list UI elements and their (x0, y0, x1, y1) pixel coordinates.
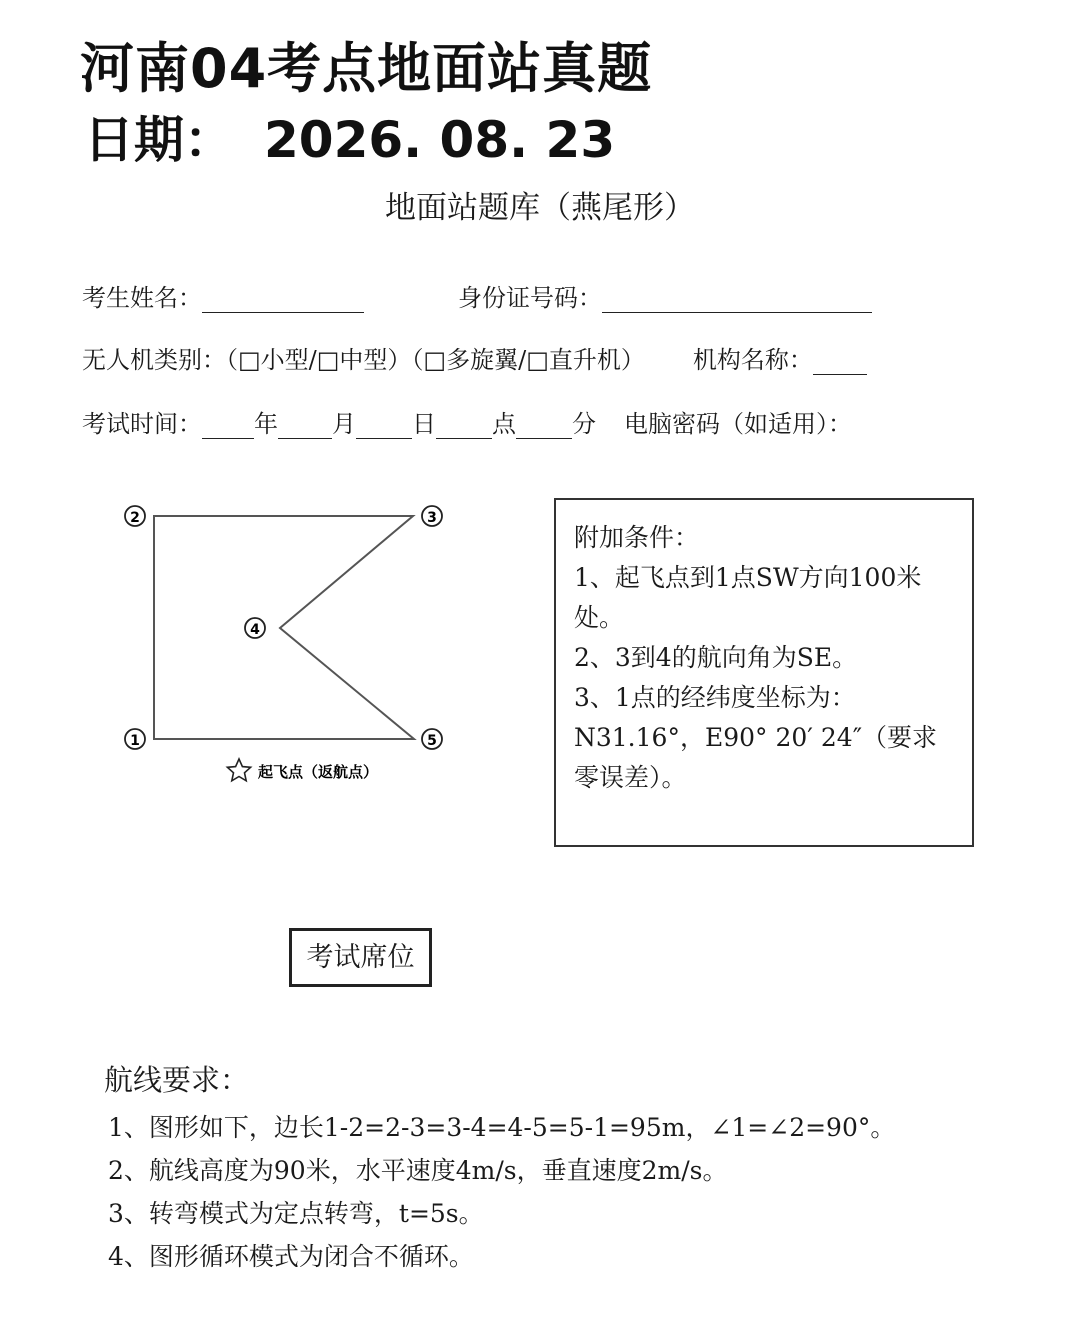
svg-text:3: 3 (427, 510, 437, 526)
route-item: 3、转弯模式为定点转弯，t=5s。 (108, 1199, 484, 1228)
star-icon (227, 759, 250, 781)
route-requirements-title: 航线要求： (104, 1063, 250, 1097)
day-field[interactable] (356, 416, 412, 439)
condition-item: 3、1点的经纬度坐标为：N31.16°，E90° 20′ 24″（要求零误差）。 (574, 683, 938, 792)
additional-conditions-box (554, 498, 974, 847)
candidate-row (82, 278, 872, 313)
hour-label: 点 (492, 410, 516, 438)
date-label: 日期： (84, 111, 234, 169)
condition-item: 1、起飞点到1点SW方向100米处。 (574, 563, 922, 632)
org-field[interactable] (813, 352, 867, 375)
time-label: 考试时间： (82, 410, 202, 438)
route-item: 2、航线高度为90米，水平速度4m/s，垂直速度2m/s。 (108, 1156, 728, 1185)
form-subtitle: 地面站题库（燕尾形） (385, 190, 695, 226)
exam-seat-box: 考试席位 (289, 928, 432, 987)
hour-field[interactable] (436, 416, 492, 439)
svg-text:4: 4 (250, 622, 260, 638)
svg-text:2: 2 (130, 510, 140, 526)
minute-field[interactable] (516, 416, 572, 439)
waypoint-4 (245, 618, 265, 638)
minute-label: 分 (572, 410, 596, 438)
condition-item: 2、3到4的航向角为SE。 (574, 643, 858, 672)
uav-row (82, 340, 867, 375)
year-label: 年 (254, 410, 278, 438)
svg-text:1: 1 (130, 733, 140, 749)
name-label: 考生姓名： (82, 284, 202, 312)
pc-password-label: 电脑密码（如适用）： (624, 410, 852, 438)
id-field[interactable] (602, 290, 872, 313)
route-diagram (110, 495, 470, 795)
waypoint-1 (125, 729, 145, 749)
waypoint-5 (422, 729, 442, 749)
uav-size-options[interactable]: （□小型/□中型） (226, 346, 412, 374)
page-title: 河南04考点地面站真题 (80, 37, 653, 100)
org-label: 机构名称： (692, 346, 813, 374)
name-field[interactable] (202, 290, 364, 313)
route-item: 4、图形循环模式为闭合不循环。 (108, 1242, 474, 1271)
uav-label: 无人机类别： (82, 346, 226, 374)
dovetail-route-shape (154, 516, 414, 739)
waypoint-3 (422, 506, 442, 526)
uav-kind-options[interactable]: （□多旋翼/□直升机） (411, 346, 645, 374)
svg-text:5: 5 (427, 733, 437, 749)
exam-time-row (82, 404, 852, 439)
year-field[interactable] (202, 416, 254, 439)
conditions-title: 附加条件： (574, 523, 700, 552)
month-field[interactable] (278, 416, 332, 439)
waypoint-2 (125, 506, 145, 526)
month-label: 月 (332, 410, 356, 438)
takeoff-label: 起飞点（返航点） (258, 763, 379, 781)
date-value: 2026. 08. 23 (264, 111, 616, 169)
day-label: 日 (412, 410, 436, 438)
id-label: 身份证号码： (458, 284, 602, 312)
date-row (84, 100, 615, 172)
route-requirements-list (108, 1106, 895, 1278)
route-item: 1、图形如下，边长1-2=2-3=3-4=4-5=5-1=95m，∠1=∠2=90°。 (108, 1113, 896, 1142)
